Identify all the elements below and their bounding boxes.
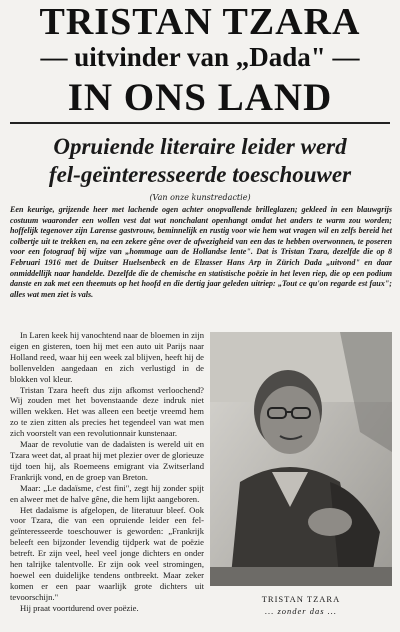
body-paragraph: Maar: „Le dadaïsme, c'est fini", zegt hij zonder spijt en alweer met de halve gêne, die hem lijkt aangeboren. [10,482,204,504]
headline-name: TRISTAN TZARA [39,1,361,43]
photo-caption-note: ... zonder das ... [264,606,338,616]
divider [10,122,390,124]
article-body [10,330,204,614]
lead-paragraph: Een keurige, grijzende heer met lachende ogen achter onopvallende brilleglazen; gekleed in een blauwgrijs costuum waaronder een wollen vest dat wat nonchalant openhangt omdat het anders te warm zou worden; hoffelijk tegenover zijn Larense gastvrouw, beminnelijk en rustig voor wie hem wat vragen wil en zelfs bereid het colbertje uit te trekken en, na een zekere gêne over de afwezigheid van een das te hebben overwonnen, te poseren voor een fotograaf bij wijze van „hommage aan de Hollandse lente". Dat is Tristan Tzara, dezelfde die op 8 Februari 1916 met de Duitser Huelsenbeck en de Elzasser Hans Arp in Zürich Dada „uitvond" en daar onmiddellijk naar handelde. Dezelfde die de chemische en statistische poëzie in het leven riep, die op een podium danste en zak met een theemuts op het hoofd en die dertig jaar geleden uitriep: „Tout ce qu'on regarde est faux"; alles wat men ziet is vals. [10,205,392,299]
body-paragraph: Het dadaïsme is afgelopen, de literatuur bleef. Ook voor Tzara, die van een opruiende leider een fel-geïnteresseerde toeschouwer is geworden: „Frankrijk beleeft een bijzonder levendig tijdperk wat de poëzie betreft. Er zijn veel, heel veel jonge dichters en onder hen talrijke talentvolle. Er zijn ook veel stromingen, hoewel een duidelijke tendens ontbreekt. Maar zeker komen er een paar waarlijk grote dichters uit tevoorschijn." [10,504,204,602]
body-paragraph: Maar de revolutie van de dadaïsten is wereld uit en Tzara weet dat, al praat hij met plezier over de glorieuze tijd toen hij, als Roemeens emigrant via Zwitserland Frankrijk vond, en de groep van Breton. [10,439,204,482]
portrait-illustration [210,332,392,586]
portrait-photo [210,332,392,586]
headline-location: IN ONS LAND [67,76,333,119]
subheadline-line-2: fel-geïnteresseerde toeschouwer [48,162,352,187]
body-paragraph: Tristan Tzara heeft dus zijn afkomst verloochend? Wij zouden met het bovenstaande deze indruk niet willen wekken. Het was alleen een beetje vreemd hem zo te zien zitten als precies het tegendeel van wat men zich voorstelt van een revolutionnair kunstenaar. [10,384,204,439]
body-paragraph: In Laren keek hij vanochtend naar de bloemen in zijn eigen en gisteren, toen hij met een auto uit Parijs naar Holland reed, waar hij een week zal blijven, heeft hij de bollenvelden aangedaan en zich verlustigd in de blokken vol kleur. [10,330,204,384]
headline-subtitle: — uitvinder van „Dada" — [40,42,360,72]
photo-caption-name: TRISTAN TZARA [261,594,341,604]
byline: (Van onze kunstredactie) [149,193,251,202]
subheadline-line-1: Opruiende literaire leider werd [53,134,347,159]
body-paragraph: Hij praat voortdurend over poëzie. [20,602,139,613]
